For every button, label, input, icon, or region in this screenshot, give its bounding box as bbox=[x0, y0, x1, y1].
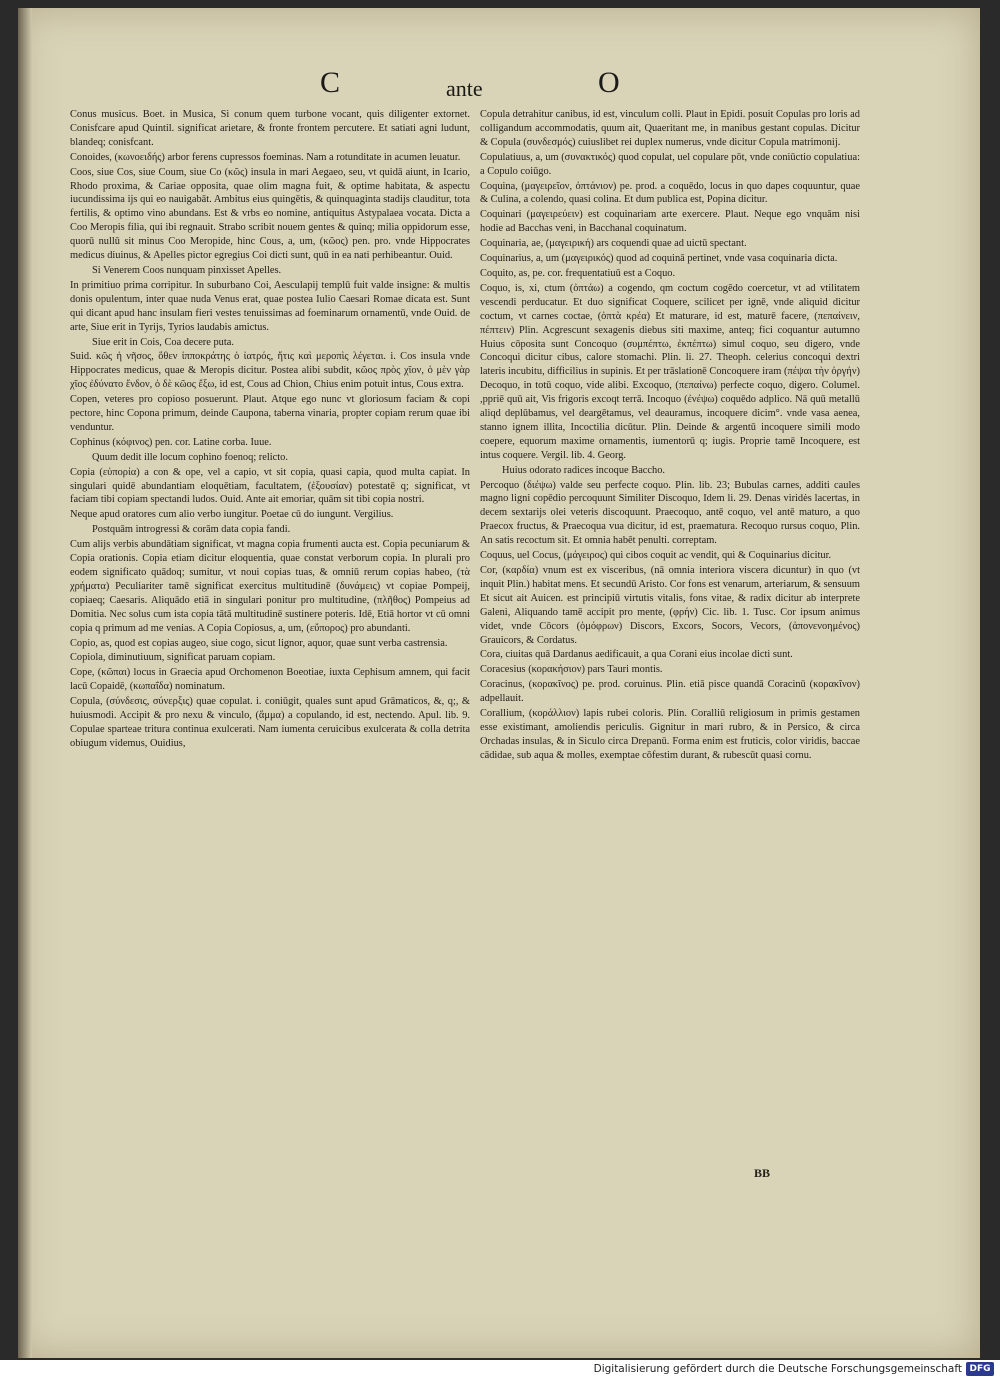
entry-text: Conoides, (κωνοειδής) arbor ferens cupressos foeminas. Nam a rotunditate in acumen leuatur. bbox=[70, 151, 461, 163]
entry-text: Cora, ciuitas quā Dardanus aedificauit, a qua Corani eius incolae dicti sunt. bbox=[480, 649, 793, 661]
entry-text: Coquito, as, pe. cor. frequentatiuū est a Coquo. bbox=[480, 267, 676, 279]
entry-text: Coquinari (μαγειρεύειν) est coquinariam arte exercere. Plaut. Neque ego vnquām nisi hodie ad Bacchas veni, in Bacchanal coquinatum. bbox=[480, 209, 860, 235]
entry-text: Coos, siue Cos, siue Coum, siue Co (κῶς) insula in mari Aegaeo, seu, vt quidā aiunt, in Icario, Rhodo proxima, & Cariae opposita, quae olim magna fuit, & optime habitata, & aspectu iucundissima ijs qui eo nauigabāt. Ambitus eius quingētis, & quinquaginta stadijs clauditur, tota fertilis, & optimo vino abundans. Est & vrbs eo nomine, antiquitus Astypalaea vocata. Dicta a Coo Meropis filia, qui ibi regnauit. Strabo scribit nouem gentes & quinq; milia oppidorum esse, quorū nullū sit minus Coo Meropide, hinc Cous, a, um, (κῶος) pen. pro. vnde Hippocrates medicus diuinus, & Apelles pictor egregius Coi dicti sunt, quū in ea nati perhibeantur. Ouid. bbox=[70, 166, 470, 262]
verse-quote: Quum dedit ille locum cophino foenoq; relicto. bbox=[92, 451, 288, 463]
running-head-middle-word: ante bbox=[446, 76, 483, 101]
left-column bbox=[70, 108, 470, 752]
entry-text: Coquinaria, ae, (μαγειρική) ars coquendi quae ad uictū spectant. bbox=[480, 238, 747, 250]
entry-text: Copen, veteres pro copioso posuerunt. Plaut. Atque ego nunc vt gloriosum faciam & copi pectore, hinc Copona primum, deinde Caupona, taberna vinaria, propter copiam rerum quae ibi venduntur. bbox=[70, 394, 470, 433]
entry-text: Corallium, (κοράλλιον) lapis rubei coloris. Plin. Coralliū religiosum in primis gestamen esse existimant, amoliendis periculis. Gignitur in mari rubro, & in Persico, & circa Orchadas insulas, & in Siculo circa Drepanū. Forma enim est fruticis, color viridis, baccae cādidae, sub aqua & molles, exemptae cōfestim durant, & rubescūt quasi cornu. bbox=[480, 708, 860, 761]
entry-text: Copiola, diminutiuum, significat paruam copiam. bbox=[70, 652, 276, 664]
entry-text: Conus musicus. Boet. in Musica, Si conum quem turbone vocant, quis diligenter extornet. Conisfcare apud Quintil. significat arietare, & fronte frontem percutere. Et satiati agni ludunt, blandeq; conisfcant. bbox=[70, 109, 470, 148]
entry-text: Coracinus, (κορακῖνος) pe. prod. coruinus. Plin. etiā pisce quandā Coracinū (κορακῖνον) adpellauit. bbox=[480, 679, 860, 705]
book-page bbox=[18, 8, 980, 1358]
running-head-right-letter: O bbox=[598, 66, 620, 99]
verse-quote: Si Venerem Coos nunquam pinxisset Apelles. bbox=[92, 264, 282, 276]
entry-text: Coracesius (κορακήσιον) pars Tauri montis. bbox=[480, 664, 663, 676]
entry-text: Copulatiuus, a, um (συνακτικός) quod copulat, uel copulare pōt, vnde coniūctio copulatiua: a Copulo coiūgo. bbox=[480, 151, 860, 177]
entry-text: Copio, as, quod est copias augeo, siue cogo, sicut lignor, aquor, quae sunt verba castrensia. bbox=[70, 637, 448, 649]
entry-text: Copula, (σύνδεσις, σύνερξις) quae copulat. i. coniūgit, quales sunt apud Grāmaticos, &, q;, & huiusmodi. Accipit & pro nexu & vinculo, (ἅμμα) a copulando, id est, nectendo. Apul. lib. 9. Copulae sparteae tritura continua exulcerati. Nam iumenta ceruicibus exulcerata & colla detrita obiugum videmus, Ouidius, bbox=[70, 696, 470, 749]
entry-text: Coquinarius, a, um (μαγειρικός) quod ad coquinā pertinet, vnde vasa coquinaria dicta. bbox=[480, 253, 838, 265]
credit-bar bbox=[0, 1360, 1000, 1380]
credit-text: Digitalisierung gefördert durch die Deutsche Forschungsgemeinschaft bbox=[593, 1363, 962, 1375]
entry-text: Coquo, is, xi, ctum (ὀπτάω) a cogendo, qm coctum cogēdo coercetur, vt ad vtilitatem vescendi perducatur. Et duo significat Coquere, scilicet per ignē, vnde aliquid dicitur coctum, vt carnes coctae, (ὀπτὰ κρέα) Et maturare, id est, maturē facere, (πεπαίνειν, πέπτειν) Plin. Acgrescunt sexagenis diebus siti maxime, anteq; fici coquantur autumno Huius cōposita sunt Concoquo (συμπέπτω, ἐκπέπτω) simul coquo, seu digero, vnde Concoqui dicitur cibus, calore stomachi. Plin. li. 27. Theoph. celerius concoqui dextri lateris incubitu, difficilius in supinis. Et per trāslationē Concoquere iram (πέψαι τὴν ὀργήν) Decoquo, in totū coquo, vide alibi. Excoquo, (πεπαίνω) perfecte coquo, digero. Columel. ,ppriē quū ait, Vis frigoris excoqt terrā. Incoquo (ἐνέψω) coquēdo adplico. Nā quū metallū aliqd deplūbamus, vel deargētamus, vel deauramus, incoquere dicim°. vnde vasa aenea, stanno ignem illita, Incoctilia dicūtur. Plin. Deinde & argentū incoquere simili modo coepere, equorum maxime ornamentis, iumentorū q; iugis. Proprie tamē Incoquere, est intus coquere. Vergil. lib. 4. Georg. bbox=[480, 282, 860, 461]
entry-text: Copula detrahitur canibus, id est, vinculum colli. Plaut in Epidi. posuit Copulas pro loris ad colligandum accommodatis, quum ait, Quaeritant me, in manibus gestant copulas. Dicitur & Copula (συνδεσμός) cuiuslibet rei duplex numerus, vnde dicitur Copula matrimonij. bbox=[480, 109, 860, 148]
entry-text: Cope, (κῶπαι) locus in Graecia apud Orchomenon Boeotiae, iuxta Cephisum amnem, qui facit lacū Copaidē, (κωπαΐδα) nominatum. bbox=[70, 667, 470, 693]
dfg-logo-icon: DFG bbox=[966, 1362, 994, 1376]
running-head bbox=[18, 66, 980, 106]
entry-text: Coquus, uel Cocus, (μάγειρος) qui cibos coquit ac vendit, qui & Coquinarius dicitur. bbox=[480, 550, 832, 562]
entry-text: In primitiuo prima corripitur. In suburbano Coi, Aesculapij templū fuit valde insigne: & multis donis opulentum, inter quae nuda Venus erat, quae postea Iulio Caesari Romae dicata est. Sunt qui dicant apud hanc insulam fieri vestes tenuissimas ad foeminarum ornamentū, vnde Ouid. de arte, Siue erit in Tyrijs, Tyrios laudabis amictus. bbox=[70, 279, 470, 333]
right-column bbox=[480, 108, 860, 764]
verse-quote: Huius odorato radices incoque Baccho. bbox=[502, 464, 666, 476]
verse-quote: Siue erit in Cois, Coa decere puta. bbox=[92, 336, 234, 348]
entry-text: Percoquo (διέψω) valde seu perfecte coquo. Plin. lib. 23; Bubulas carnes, additi caules magno ligni copēdio percoquunt Similiter Discoquo, Idem li. 29. Denas viridės lacertas, in decem sextarijs olei veteris discoquunt. Praecoquo, antē coquo, vel antē maturo, a quo Praecox fructus, & Praecoqua vua dicitur, id est, praematura. Recoquo rursus coquo, Plin. An satis recoctum sit. Et omnia habēt penulti. correptam. bbox=[480, 479, 860, 547]
verse-quote: Postquām introgressi & corām data copia fandi. bbox=[92, 524, 291, 536]
entry-text: Coquina, (μαγειρεῖον, ὀπτάνιον) pe. prod. a coquēdo, locus in quo dapes coquuntur, quae & Culina, a colendo, quasi colina. Et dum publica est, Popina dicitur. bbox=[480, 180, 860, 206]
entry-text: Neque apud oratores cum alio verbo iungitur. Poetae cū do iungunt. Vergilius. bbox=[70, 509, 394, 521]
entry-text: Suid. κῶς ἡ νῆσος, ὅθεν ἱπποκράτης ὁ ἰατρός, ἥτις καὶ μεροπὶς λέγεται. i. Cos insula vnde Hippocrates medicus, quae & Meropis dicitur. Postea alibi subdit, κῶος πρὸς χῖον, ὁ μὲν γὰρ χῖος ἐδύνατο ἔνδον, ὁ δὲ κῶος ἔξω, id est, Cous ad Chion, Chius enim potuit intus, Cous extra. bbox=[70, 351, 470, 391]
entry-text: Copia (εὐπορία) a con & ope, vel a capio, vt sit copia, quasi capia, quod multa capiat. In singulari quidē abundantiam eloquētiam, facultatem, (ἐξουσίαν) potestatē q; significat, vt faciam tibi copiam spectandi ludos. Ouid. Ante ait emoriar, quām sit tibi copia nostri. bbox=[70, 466, 470, 506]
entry-text: Cum alijs verbis abundātiam significat, vt magna copia frumenti aucta est. Copia pecuniarum & Copia orationis. Copia etiam dicitur eloquentia, quae constat verborum copia. In plurali pro eodem significato quādoq; sumitur, vt noui copias tuas, & omniū rerum copias habeo, (τὰ χρήματα) Peculiariter tamē significat exercitus multitudinē (δυνάμεις) vt copiae Pompeij, copiaeq; Caesaris. Aliquādo etiā in singulari ponitur pro multitudine, (πλῆθος) Pompeius ad Domitia. Nec solus cum ista copia tātā multitudinē sustinere poteris. Idē, Etiā hortor vt cū omni copia q primum ad me venias. A Copia Copiosus, a, um, (εὔπορος) pro abundanti. bbox=[70, 539, 470, 634]
signature-mark: BB bbox=[754, 1166, 771, 1180]
entry-text: Cor, (καρδία) vnum est ex visceribus, (nā omnia interiora viscera dicuntur) in quo (vt inquit Plin.) habitat mens. Et secundū Aristo. Cor fons est venarum, arteriarum, & sensuum Et sicut ait Auicen. est principiū virtutis vitalis, fons vitae, & radix dicitur ab interprete Galeni, Aliquando tamē accipit pro mente, (φρήν) Cic. lib. 1. Tusc. Cor ipsum animus videt, vnde Cōcors (ὁμόφρων) Discors, Excors, Socors, Vecors, (ἀπονενοημένος) Grauicors, & Cordatus. bbox=[480, 565, 860, 646]
entry-text: Cophinus (κόφινος) pen. cor. Latine corba. Iuue. bbox=[70, 436, 272, 448]
running-head-left-letter: C bbox=[320, 66, 341, 99]
